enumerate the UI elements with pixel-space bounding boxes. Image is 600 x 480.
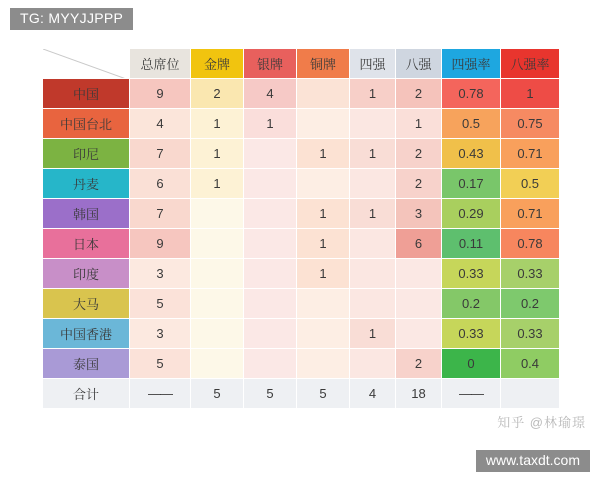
cell-gold <box>191 289 244 319</box>
cell-top8: 2 <box>396 169 442 199</box>
total-cell-r4: —— <box>442 379 501 409</box>
cell-r8: 1 <box>501 79 560 109</box>
cell-silver: 4 <box>244 79 297 109</box>
cell-top4 <box>350 289 396 319</box>
table-row <box>43 109 560 139</box>
cell-top4: 1 <box>350 139 396 169</box>
cell-silver <box>244 349 297 379</box>
cell-r8: 0.33 <box>501 319 560 349</box>
cell-r4: 0.11 <box>442 229 501 259</box>
zhihu-watermark: 知乎 @林瑜璟 <box>497 415 586 430</box>
table-row <box>43 229 560 259</box>
cell-bronze: 1 <box>297 259 350 289</box>
cell-r4: 0.33 <box>442 259 501 289</box>
row-label: 中国 <box>43 79 130 109</box>
table-row <box>43 319 560 349</box>
site-watermark: www.taxdt.com <box>476 450 590 472</box>
cell-r8: 0.71 <box>501 199 560 229</box>
total-cell-r8 <box>501 379 560 409</box>
cell-bronze <box>297 79 350 109</box>
cell-silver <box>244 139 297 169</box>
table-header-row <box>43 49 560 79</box>
cell-r4: 0.17 <box>442 169 501 199</box>
cell-top8 <box>396 259 442 289</box>
cell-r4: 0.33 <box>442 319 501 349</box>
total-cell-top8: 18 <box>396 379 442 409</box>
cell-top8: 2 <box>396 349 442 379</box>
column-header-seats: 总席位 <box>130 49 191 79</box>
diagonal-divider-icon <box>43 49 129 78</box>
column-header-top8: 八强 <box>396 49 442 79</box>
table-row <box>43 289 560 319</box>
medal-table <box>42 48 560 409</box>
cell-r8: 0.5 <box>501 169 560 199</box>
cell-top4 <box>350 349 396 379</box>
row-label: 中国香港 <box>43 319 130 349</box>
row-label: 韩国 <box>43 199 130 229</box>
cell-r4: 0.29 <box>442 199 501 229</box>
cell-seats: 7 <box>130 139 191 169</box>
cell-silver <box>244 319 297 349</box>
table-total-row <box>43 379 560 409</box>
cell-r8: 0.4 <box>501 349 560 379</box>
table-row <box>43 259 560 289</box>
corner-cell <box>43 49 130 79</box>
row-label: 日本 <box>43 229 130 259</box>
cell-gold <box>191 199 244 229</box>
column-header-gold: 金牌 <box>191 49 244 79</box>
total-cell-gold: 5 <box>191 379 244 409</box>
cell-gold: 1 <box>191 109 244 139</box>
table-row <box>43 139 560 169</box>
cell-top8 <box>396 289 442 319</box>
cell-seats: 9 <box>130 229 191 259</box>
row-label: 中国台北 <box>43 109 130 139</box>
cell-seats: 4 <box>130 109 191 139</box>
cell-bronze <box>297 169 350 199</box>
cell-gold <box>191 259 244 289</box>
cell-seats: 3 <box>130 319 191 349</box>
total-row-label: 合计 <box>43 379 130 409</box>
table-row <box>43 169 560 199</box>
cell-top8: 2 <box>396 139 442 169</box>
cell-gold: 2 <box>191 79 244 109</box>
cell-top8: 1 <box>396 109 442 139</box>
total-cell-top4: 4 <box>350 379 396 409</box>
cell-gold <box>191 229 244 259</box>
table-row <box>43 79 560 109</box>
column-header-silver: 银牌 <box>244 49 297 79</box>
cell-seats: 7 <box>130 199 191 229</box>
row-label: 泰国 <box>43 349 130 379</box>
cell-top8: 6 <box>396 229 442 259</box>
cell-r4: 0 <box>442 349 501 379</box>
cell-bronze: 1 <box>297 199 350 229</box>
table-row <box>43 199 560 229</box>
cell-silver: 1 <box>244 109 297 139</box>
total-cell-seats: —— <box>130 379 191 409</box>
tg-badge: TG: MYYJJPPP <box>10 8 133 30</box>
cell-seats: 3 <box>130 259 191 289</box>
cell-gold: 1 <box>191 139 244 169</box>
cell-r8: 0.71 <box>501 139 560 169</box>
cell-r8: 0.78 <box>501 229 560 259</box>
cell-bronze <box>297 109 350 139</box>
cell-bronze <box>297 319 350 349</box>
cell-top4: 1 <box>350 79 396 109</box>
table-body <box>43 79 560 409</box>
cell-r8: 0.75 <box>501 109 560 139</box>
cell-r4: 0.78 <box>442 79 501 109</box>
column-header-rate4: 四强率 <box>442 49 501 79</box>
column-header-bronze: 铜牌 <box>297 49 350 79</box>
cell-top4 <box>350 109 396 139</box>
column-header-top4: 四强 <box>350 49 396 79</box>
cell-top8 <box>396 319 442 349</box>
row-label: 丹麦 <box>43 169 130 199</box>
cell-gold <box>191 319 244 349</box>
cell-silver <box>244 169 297 199</box>
cell-r4: 0.43 <box>442 139 501 169</box>
cell-silver <box>244 289 297 319</box>
cell-bronze <box>297 289 350 319</box>
cell-silver <box>244 229 297 259</box>
total-cell-silver: 5 <box>244 379 297 409</box>
table-row <box>43 349 560 379</box>
total-cell-bronze: 5 <box>297 379 350 409</box>
row-label: 印尼 <box>43 139 130 169</box>
cell-silver <box>244 259 297 289</box>
cell-r8: 0.2 <box>501 289 560 319</box>
cell-seats: 9 <box>130 79 191 109</box>
cell-seats: 5 <box>130 349 191 379</box>
cell-bronze <box>297 349 350 379</box>
cell-top4: 1 <box>350 319 396 349</box>
cell-top8: 3 <box>396 199 442 229</box>
cell-top8: 2 <box>396 79 442 109</box>
cell-gold: 1 <box>191 169 244 199</box>
cell-silver <box>244 199 297 229</box>
cell-r4: 0.2 <box>442 289 501 319</box>
cell-seats: 5 <box>130 289 191 319</box>
row-label: 印度 <box>43 259 130 289</box>
cell-bronze: 1 <box>297 139 350 169</box>
column-header-rate8: 八强率 <box>501 49 560 79</box>
cell-top4 <box>350 229 396 259</box>
row-label: 大马 <box>43 289 130 319</box>
cell-gold <box>191 349 244 379</box>
cell-top4 <box>350 169 396 199</box>
cell-top4: 1 <box>350 199 396 229</box>
cell-seats: 6 <box>130 169 191 199</box>
cell-bronze: 1 <box>297 229 350 259</box>
cell-r4: 0.5 <box>442 109 501 139</box>
cell-top4 <box>350 259 396 289</box>
cell-r8: 0.33 <box>501 259 560 289</box>
